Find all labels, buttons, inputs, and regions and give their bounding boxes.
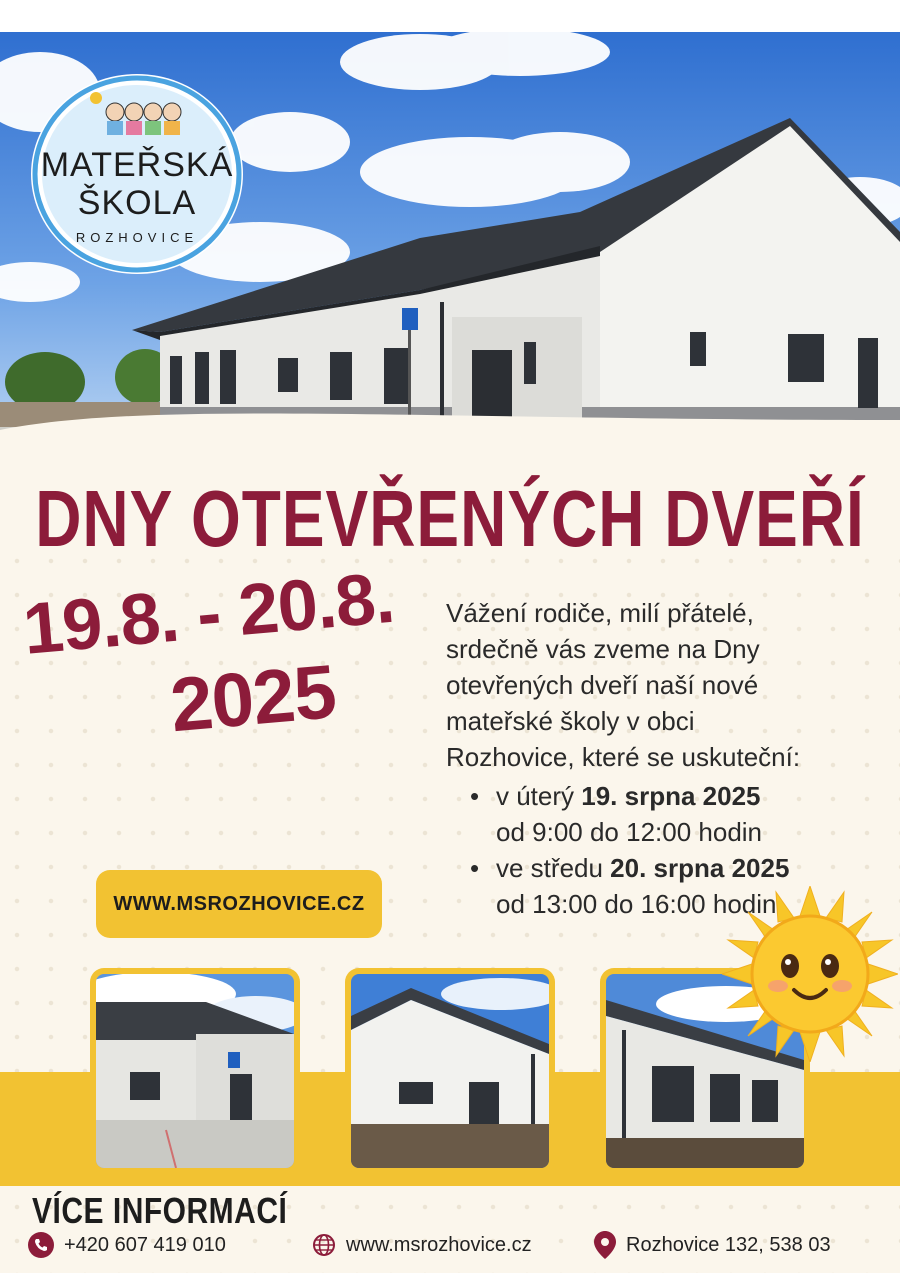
dates-line1: 19.8. - 20.8. <box>20 557 397 670</box>
smiling-sun-icon <box>722 886 898 1062</box>
contact-address <box>594 1230 831 1260</box>
location-pin-icon <box>594 1231 616 1259</box>
school-logo <box>28 72 246 276</box>
schedule-time: od 13:00 do 16:00 hodin <box>496 889 777 919</box>
intro-line: Rozhovice, které se uskuteční: <box>446 742 801 772</box>
schedule-prefix: v úterý <box>496 781 582 811</box>
invitation-text <box>446 595 872 775</box>
schedule-item <box>470 778 890 850</box>
schedule-date: 20. srpna 2025 <box>610 853 790 883</box>
address-text: Rozhovice 132, 538 03 <box>626 1233 831 1256</box>
schedule-date: 19. srpna 2025 <box>581 781 761 811</box>
logo-title-line1: MATEŘSKÁ <box>40 146 234 184</box>
phone-icon <box>28 1232 54 1258</box>
schedule-prefix: ve středu <box>496 853 611 883</box>
intro-line: mateřské školy v obci <box>446 706 695 736</box>
dates-line2: 2025 <box>167 649 339 749</box>
intro-line: otevřených dveří naší nové <box>446 670 759 700</box>
photo-front-entrance <box>90 968 300 1174</box>
footer-title: VÍCE INFORMACÍ <box>32 1192 288 1232</box>
phone-number[interactable]: +420 607 419 010 <box>64 1233 226 1256</box>
contact-website <box>312 1230 532 1260</box>
intro-line: srdečně vás zveme na Dny <box>446 634 760 664</box>
photo-side-building <box>345 968 555 1174</box>
website-link[interactable]: www.msrozhovice.cz <box>346 1233 532 1256</box>
headline: DNY OTEVŘENÝCH DVEŘÍ <box>35 473 865 564</box>
contact-phone <box>28 1230 226 1260</box>
intro-line: Vážení rodiče, milí přátelé, <box>446 598 754 628</box>
website-button[interactable]: WWW.MSROZHOVICE.CZ <box>96 870 382 938</box>
schedule-time: od 9:00 do 12:00 hodin <box>496 817 763 847</box>
top-margin <box>0 0 900 32</box>
logo-title-line2: ŠKOLA <box>77 184 197 222</box>
logo-subtitle: ROZHOVICE <box>75 230 199 245</box>
event-dates <box>10 553 447 799</box>
globe-icon <box>312 1233 336 1257</box>
